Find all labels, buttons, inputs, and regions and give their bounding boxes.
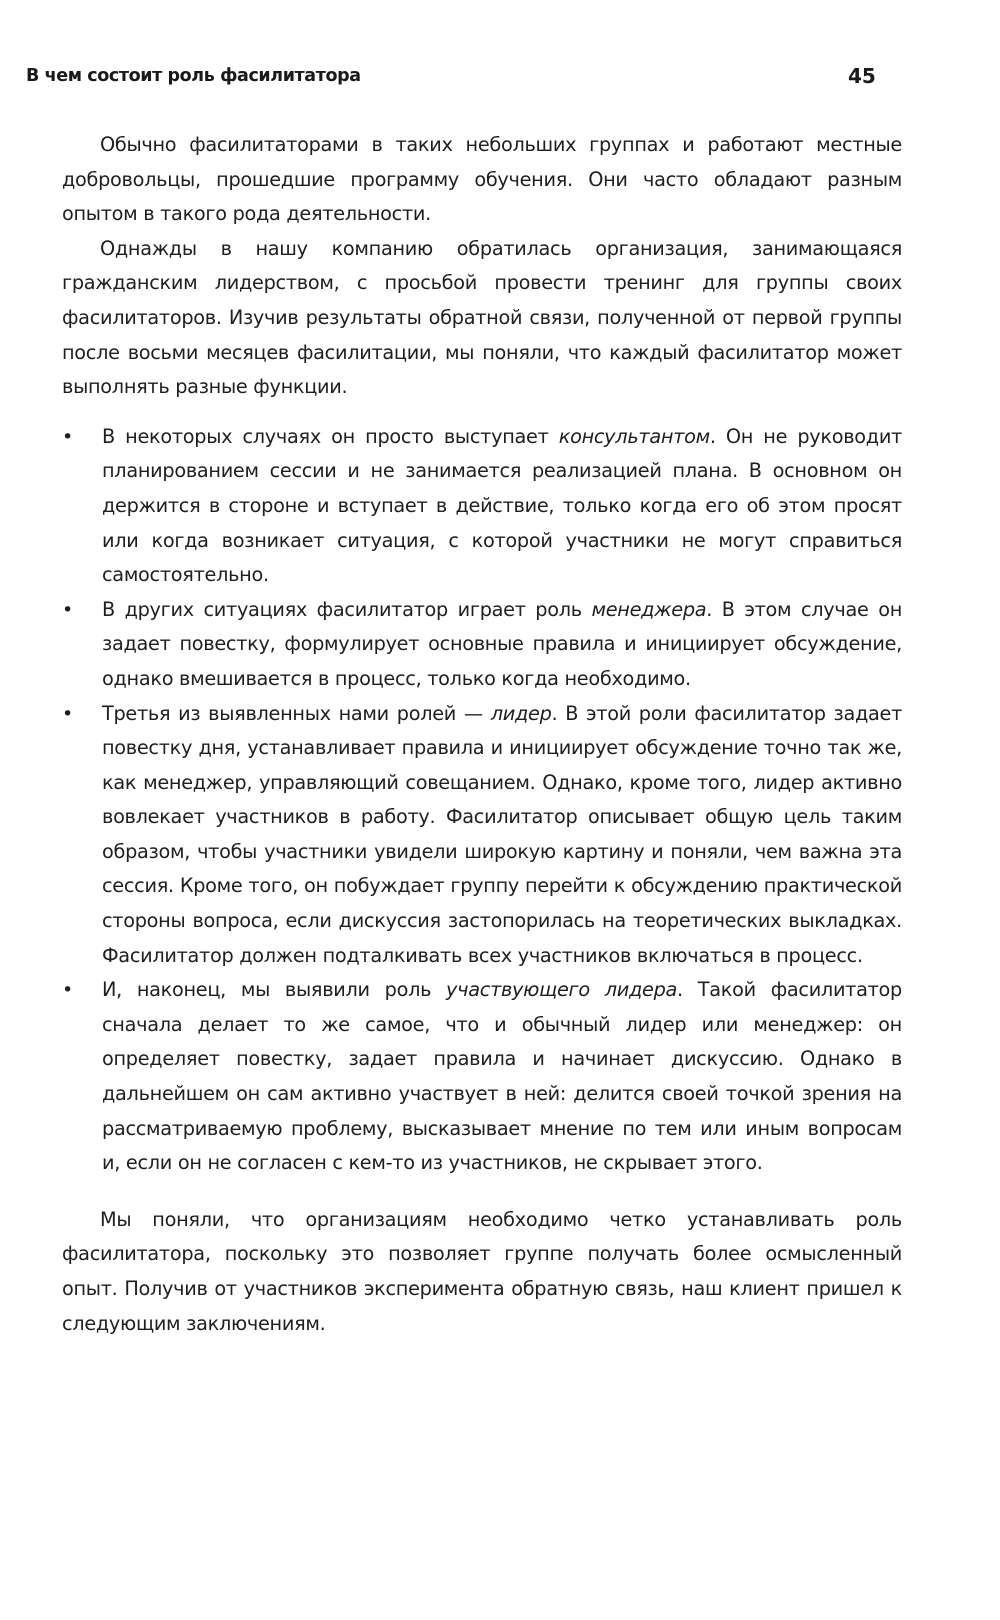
body-text <box>62 128 902 1341</box>
list-item-consultant <box>62 420 902 593</box>
list-item-emphasis: лидер <box>490 701 552 725</box>
list-item-text: . В этом случае он задает повестку, формулирует основные правила и инициирует обсуждение, однако вмешивается в процесс, только когда необходимо. <box>102 597 903 690</box>
list-item-emphasis: консультантом <box>558 424 710 448</box>
bullet-icon: • <box>62 702 73 725</box>
bullet-icon: • <box>62 979 73 1002</box>
list-item-emphasis: участвующего лидера <box>446 978 678 1002</box>
list-item-text: . В этой роли фасилитатор задает повестку дня, устанавливает правила и инициирует обсуждение точно так же, как менеджер, управляющий совещанием. Однако, кроме того, лидер активно вовлекает участников в работу. Фасилитатор описывает общую цель таким образом, чтобы участники увидели широкую картину и поняли, чем важна эта сессия. Кроме того, он побуждает группу перейти к обсуждению практической стороны вопроса, если дискуссия застопорилась на теоретических выкладках. Фасилитатор должен подталкивать всех участников включаться в процесс. <box>102 701 902 967</box>
running-header: В чем состоит роль фасилитатора <box>26 66 361 86</box>
list-item-text: И, наконец, мы выявили роль <box>102 978 447 1002</box>
list-item-text: В других ситуациях фасилитатор играет роль <box>102 597 592 621</box>
list-item-text: . Он не руководит планированием сессии и не занимается реализацией плана. В основном он держится в стороне и вступает в действие, только когда его об этом просят или когда возникает ситуация, с которой участники не могут справиться самостоятельно. <box>102 424 902 587</box>
roles-list <box>62 420 902 1181</box>
page-number: 45 <box>848 64 876 88</box>
list-item-leader <box>62 697 902 974</box>
paragraph-conclusion: Мы поняли, что организациям необходимо четко устанавливать роль фасилитатора, поскольку это позволяет группе получать более осмысленный опыт. Получив от участников эксперимента обратную связь, наш клиент пришел к следующим заключениям. <box>62 1207 902 1335</box>
paragraph-volunteers: Обычно фасилитаторами в таких небольших группах и работают местные добровольцы, прошедшие программу обучения. Они часто обладают разным опытом в такого рода деятельности. <box>62 133 902 226</box>
paragraph-organization: Однажды в нашу компанию обратилась организация, занимающаяся гражданским лидерством, с просьбой провести тренинг для группы своих фасилитаторов. Изучив результаты обратной связи, полученной от первой группы после восьми месяцев фасилитации, мы поняли, что каждый фасилитатор может выполнять разные функции. <box>62 236 902 399</box>
list-item-emphasis: менеджера <box>591 597 707 621</box>
bullet-icon: • <box>62 598 73 621</box>
list-item-manager <box>62 593 902 697</box>
list-item-participating-leader <box>62 973 902 1181</box>
bullet-icon: • <box>62 425 73 448</box>
list-item-text: . Такой фасилитатор сначала делает то же самое, что и обычный лидер или менеджер: он определяет повестку, задает правила и начинает дискуссию. Однако в дальнейшем он сам активно участвует в ней: делится своей точкой зрения на рассматриваемую проблему, высказывает мнение по тем или иным вопросам и, если он не согласен с кем-то из участников, не скрывает этого. <box>102 978 902 1175</box>
list-item-text: Третья из выявленных нами ролей — <box>102 701 491 725</box>
list-item-text: В некоторых случаях он просто выступает <box>102 424 559 448</box>
